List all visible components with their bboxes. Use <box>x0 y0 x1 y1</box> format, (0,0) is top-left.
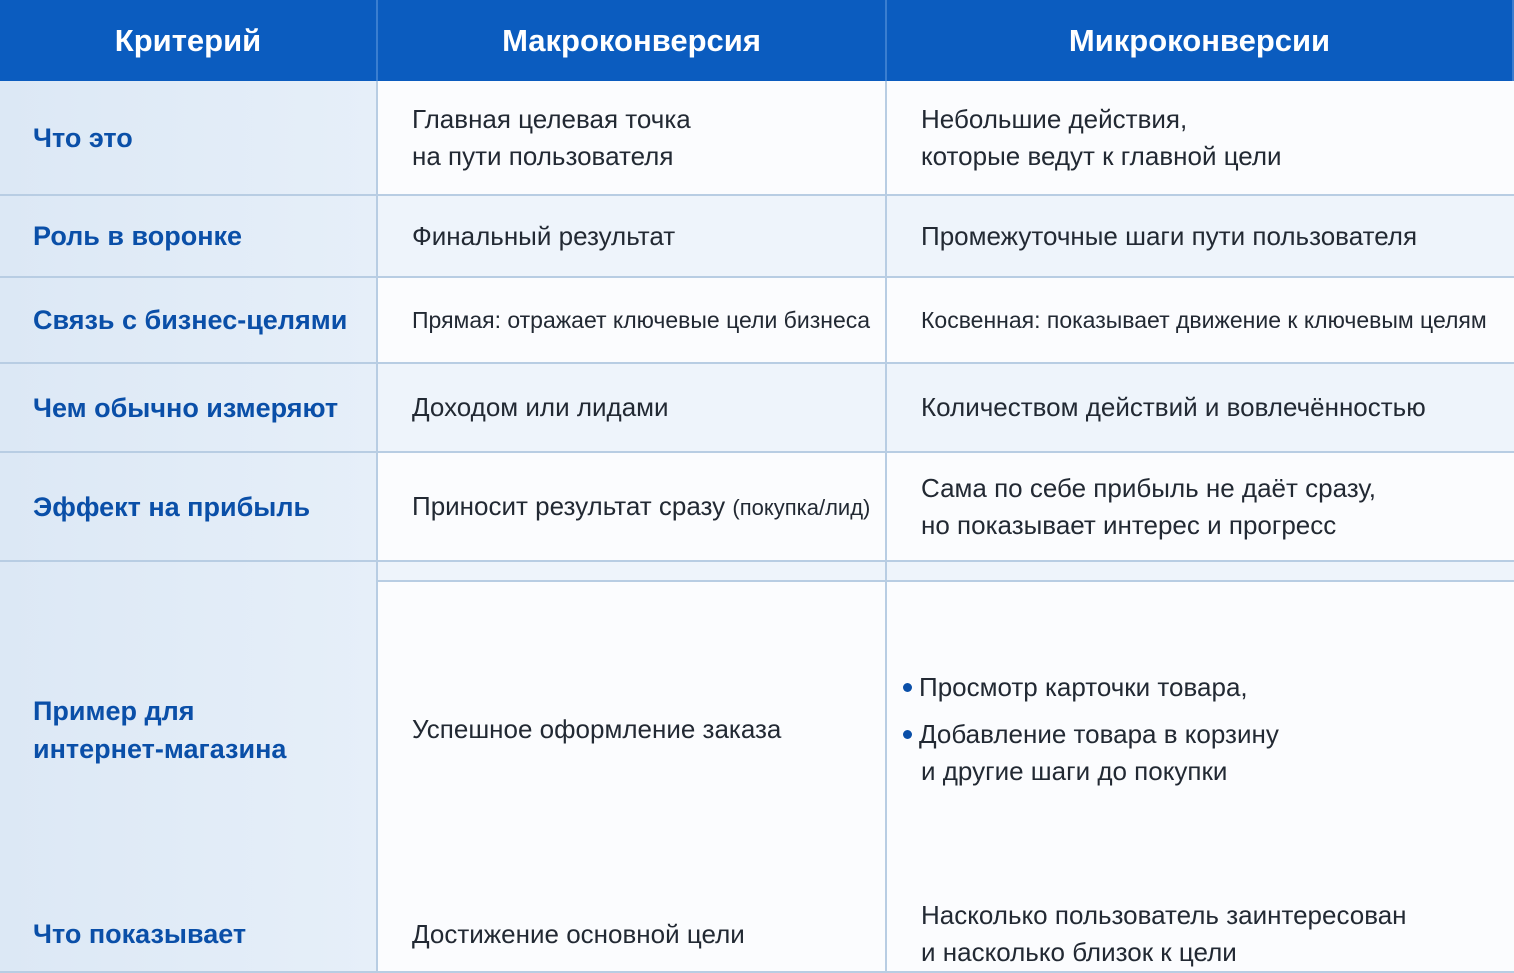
cell-text: и насколько близок к цели <box>921 937 1237 967</box>
criterion-what-shows <box>0 897 378 973</box>
cell-text: Достижение основной цели <box>412 918 745 949</box>
bullet-icon <box>903 730 912 739</box>
cell-text: Успешное оформление заказа <box>412 714 782 744</box>
micro-what-shows <box>887 897 1514 973</box>
micro-business-link <box>887 278 1514 364</box>
criterion-text: Чем обычно измеряют <box>33 392 339 423</box>
list-item-text: Добавление товара в корзину <box>919 719 1279 749</box>
macro-what-shows <box>378 897 887 973</box>
criterion-profit-effect <box>0 453 378 562</box>
macro-business-link <box>378 278 887 364</box>
micro-what-is <box>887 81 1514 196</box>
micro-funnel-role <box>887 196 1514 278</box>
cell-text-main: Приносит результат сразу <box>412 490 726 521</box>
cell-text-note: (покупка/лид) <box>732 494 871 520</box>
macro-store-example <box>378 562 887 897</box>
criterion-text: Связь с бизнес-целями <box>33 305 348 335</box>
header-macro-conversion: Макроконверсия <box>378 0 887 81</box>
list-item <box>903 669 1514 706</box>
criterion-text: Роль в воронке <box>33 221 243 251</box>
bullet-icon <box>903 683 912 692</box>
list-continuation-text: и другие шаги до покупки <box>921 756 1228 786</box>
criterion-business-link <box>0 278 378 364</box>
cell-text: Количеством действий и вовлечённостью <box>921 392 1426 422</box>
cell-text: Косвенная: показывает движение к ключевым целям <box>921 306 1487 333</box>
cell-text: но показывает интерес и прогресс <box>921 509 1337 540</box>
criterion-what-is <box>0 81 378 196</box>
criterion-text: Что это <box>33 122 133 153</box>
cell-text <box>412 488 885 526</box>
cell-text: Прямая: отражает ключевые цели бизнеса <box>412 306 871 333</box>
macro-profit-effect <box>378 453 887 562</box>
cell-text: Насколько пользователь заинтересован <box>921 900 1407 930</box>
cell-text: Финальный результат <box>412 220 676 251</box>
cell-text: которые ведут к главной цели <box>921 140 1282 171</box>
criterion-store-example <box>0 562 378 897</box>
cell-text: Небольшие действия, <box>921 103 1188 134</box>
criterion-text: интернет-магазина <box>33 733 287 764</box>
criterion-measured-by <box>0 364 378 453</box>
micro-measured-by <box>887 364 1514 453</box>
macro-funnel-role <box>378 196 887 278</box>
macro-what-is <box>378 81 887 196</box>
criterion-funnel-role <box>0 196 378 278</box>
criterion-text: Эффект на прибыль <box>33 491 311 522</box>
criterion-text: Что показывает <box>33 919 247 949</box>
criterion-text: Пример для <box>33 695 195 726</box>
cell-text: Доходом или лидами <box>412 392 669 422</box>
header-micro-conversions: Микроконверсии <box>887 0 1514 81</box>
cell-text: Главная целевая точка <box>412 103 691 134</box>
macro-measured-by <box>378 364 887 453</box>
cell-text: Промежуточные шаги пути пользователя <box>921 220 1418 251</box>
cell-text: на пути пользователя <box>412 140 674 171</box>
list-item <box>903 716 1514 753</box>
cell-text: Сама по себе прибыль не даёт сразу, <box>921 472 1377 503</box>
list-item-text: Просмотр карточки товара, <box>919 672 1248 702</box>
micro-profit-effect <box>887 453 1514 562</box>
micro-store-example <box>887 562 1514 897</box>
header-criterion: Критерий <box>0 0 378 81</box>
